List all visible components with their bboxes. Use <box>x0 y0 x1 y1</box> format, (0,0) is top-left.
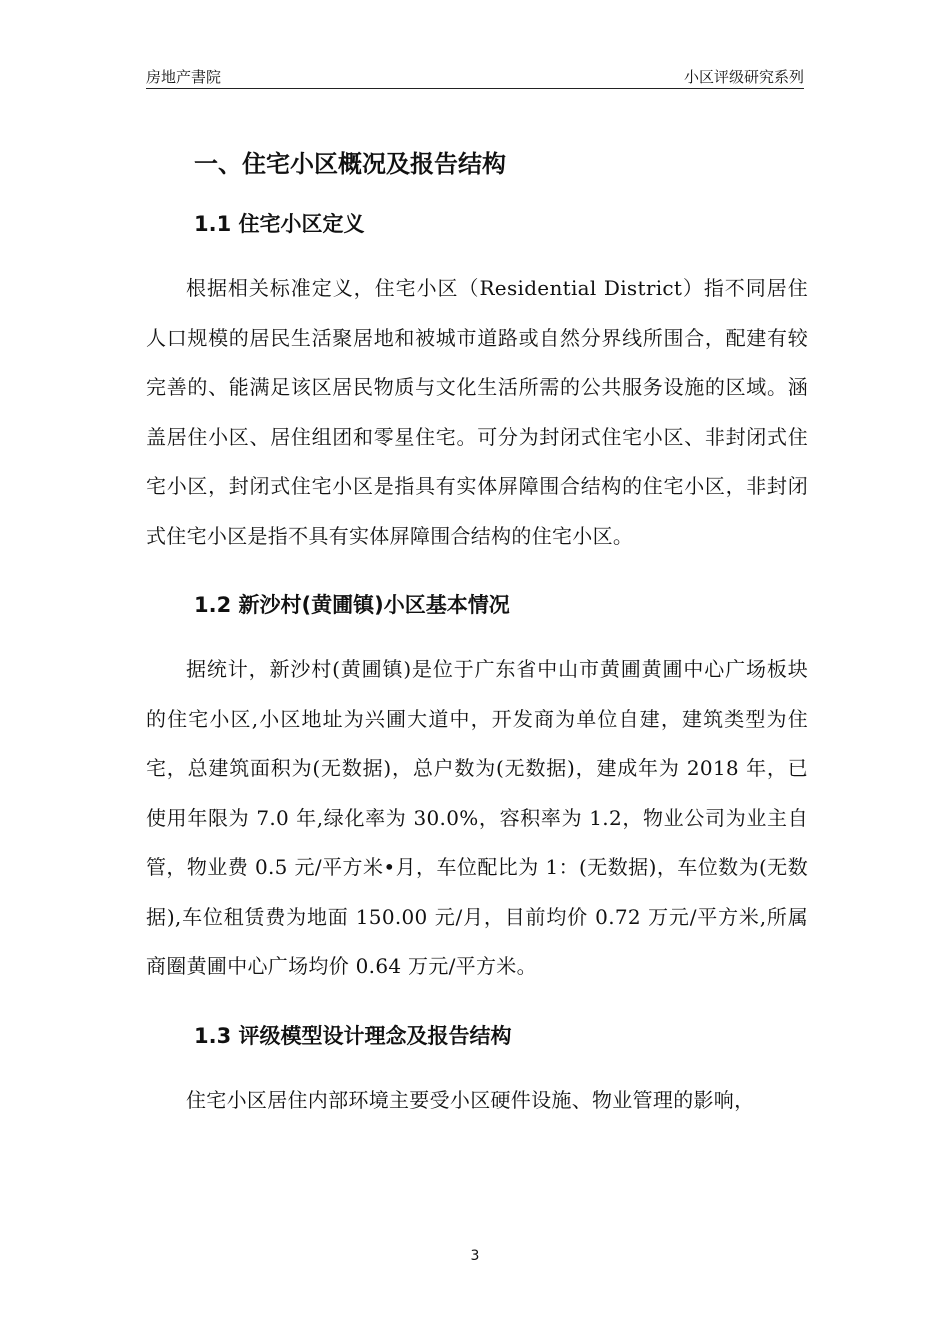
page-header <box>146 66 804 89</box>
header-left-text: 房地产書院 <box>146 68 222 86</box>
section-title-1-2: 1.2 新沙村(黄圃镇)小区基本情况 <box>194 593 510 617</box>
chapter-title: 一、住宅小区概况及报告结构 <box>194 150 506 178</box>
section-1-3-paragraph: 住宅小区居住内部环境主要受小区硬件设施、物业管理的影响， <box>186 1087 755 1112</box>
section-title-1-1: 1.1 住宅小区定义 <box>194 212 365 236</box>
section-title-1-3: 1.3 评级模型设计理念及报告结构 <box>194 1023 512 1048</box>
page-number: 3 <box>470 1248 480 1264</box>
page-content <box>146 140 808 1125</box>
section-1-1-paragraph: 根据相关标准定义，住宅小区（Residential District）指不同居住人口规模的居民生活聚居地和被城市道路或自然分界线所围合，配建有较完善的、能满足该区居民物质与文化生活所需的公共服务设施的区域。涵盖居住小区、居住组团和零星住宅。可分为封闭式住宅小区、非封闭式住宅小区，封闭式住宅小区是指具有实体屏障围合结构的住宅小区，非封闭式住宅小区是指不具有实体屏障围合结构的住宅小区。 <box>146 276 808 548</box>
header-right-text: 小区评级研究系列 <box>683 68 804 86</box>
section-1-2-paragraph: 据统计，新沙村(黄圃镇)是位于广东省中山市黄圃黄圃中心广场板块的住宅小区,小区地址为兴圃大道中，开发商为单位自建，建筑类型为住宅，总建筑面积为(无数据)，总户数为(无数据)，建成年为 2018 年，已使用年限为 7.0 年,绿化率为 30.0%，容积率为 1.2，物业公司为业主自管，物业费 0.5 元/平方米•月，车位配比为 1：(无数据)，车位数为(无数据),车位租赁费为地面 150.00 元/月，目前均价 0.72 万元/平方米,所属商圈黄圃中心广场均价 0.64 万元/平方米。 <box>146 657 808 978</box>
